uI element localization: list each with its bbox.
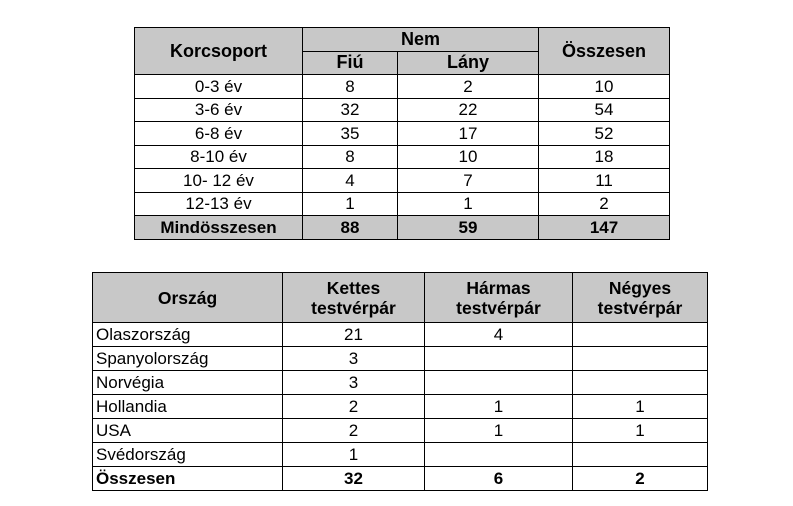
age-cell: 0-3 év <box>135 75 303 99</box>
total-label: Összesen <box>93 467 283 491</box>
country-cell: Spanyolország <box>93 347 283 371</box>
girls-cell: 17 <box>398 122 539 146</box>
quads-cell: 1 <box>573 419 708 443</box>
triplets-cell <box>425 443 573 467</box>
header-triplets <box>425 273 573 323</box>
country-cell: Hollandia <box>93 395 283 419</box>
table-row <box>135 75 670 99</box>
header-boys: Fiú <box>303 51 398 75</box>
grand-total-boys: 88 <box>303 216 398 240</box>
triplets-cell: 4 <box>425 323 573 347</box>
twins-cell: 21 <box>283 323 425 347</box>
boys-cell: 32 <box>303 98 398 122</box>
country-cell: Olaszország <box>93 323 283 347</box>
header-gender: Nem <box>303 28 539 52</box>
girls-cell: 22 <box>398 98 539 122</box>
triplets-cell: 1 <box>425 419 573 443</box>
boys-cell: 4 <box>303 169 398 193</box>
header-triplets-line1: Hármas <box>466 277 531 298</box>
header-age-group: Korcsoport <box>135 28 303 75</box>
girls-cell: 10 <box>398 145 539 169</box>
age-cell: 3-6 év <box>135 98 303 122</box>
total-cell: 11 <box>539 169 670 193</box>
header-triplets-line2: testvérpár <box>456 297 541 318</box>
country-cell: USA <box>93 419 283 443</box>
age-cell: 12-13 év <box>135 192 303 216</box>
header-twins-line2: testvérpár <box>311 297 396 318</box>
country-cell: Svédország <box>93 443 283 467</box>
header-girls: Lány <box>398 51 539 75</box>
grand-total-value: 147 <box>539 216 670 240</box>
grand-total-girls: 59 <box>398 216 539 240</box>
twins-cell: 3 <box>283 347 425 371</box>
header-total: Összesen <box>539 28 670 75</box>
triplets-cell: 1 <box>425 395 573 419</box>
twins-cell: 2 <box>283 419 425 443</box>
total-triplets: 6 <box>425 467 573 491</box>
twins-cell: 1 <box>283 443 425 467</box>
header-quads <box>573 273 708 323</box>
total-quads: 2 <box>573 467 708 491</box>
quads-cell <box>573 371 708 395</box>
header-quads-line1: Négyes <box>608 277 672 298</box>
total-cell: 10 <box>539 75 670 99</box>
country-siblings-table <box>92 272 708 491</box>
total-twins: 32 <box>283 467 425 491</box>
quads-cell <box>573 443 708 467</box>
quads-cell <box>573 323 708 347</box>
table-row <box>93 395 708 419</box>
twins-cell: 2 <box>283 395 425 419</box>
age-group-table <box>134 27 670 240</box>
total-cell: 2 <box>539 192 670 216</box>
header-quads-line2: testvérpár <box>597 297 683 318</box>
table-row <box>93 323 708 347</box>
total-row <box>93 467 708 491</box>
age-cell: 10- 12 év <box>135 169 303 193</box>
girls-cell: 1 <box>398 192 539 216</box>
header-twins-line1: Kettes <box>326 277 381 298</box>
boys-cell: 1 <box>303 192 398 216</box>
grand-total-row <box>135 216 670 240</box>
country-cell: Norvégia <box>93 371 283 395</box>
quads-cell: 1 <box>573 395 708 419</box>
table-row <box>135 122 670 146</box>
total-cell: 18 <box>539 145 670 169</box>
twins-cell: 3 <box>283 371 425 395</box>
table-row <box>93 443 708 467</box>
table-row <box>93 419 708 443</box>
grand-total-label: Mindösszesen <box>135 216 303 240</box>
total-cell: 54 <box>539 98 670 122</box>
girls-cell: 2 <box>398 75 539 99</box>
boys-cell: 8 <box>303 75 398 99</box>
header-twins <box>283 273 425 323</box>
table-row <box>135 98 670 122</box>
quads-cell <box>573 347 708 371</box>
header-country: Ország <box>93 273 283 323</box>
age-cell: 8-10 év <box>135 145 303 169</box>
table-row <box>135 192 670 216</box>
boys-cell: 8 <box>303 145 398 169</box>
girls-cell: 7 <box>398 169 539 193</box>
table-row <box>135 145 670 169</box>
table-row <box>93 347 708 371</box>
table-row <box>135 169 670 193</box>
age-cell: 6-8 év <box>135 122 303 146</box>
total-cell: 52 <box>539 122 670 146</box>
triplets-cell <box>425 371 573 395</box>
table-row <box>93 371 708 395</box>
boys-cell: 35 <box>303 122 398 146</box>
triplets-cell <box>425 347 573 371</box>
